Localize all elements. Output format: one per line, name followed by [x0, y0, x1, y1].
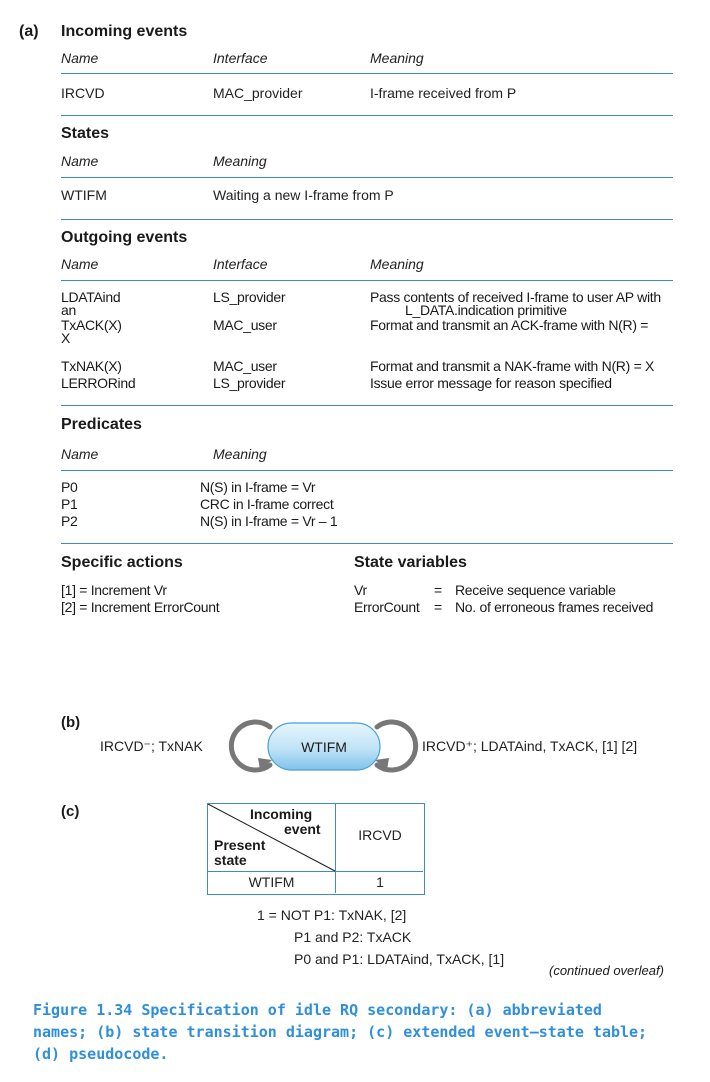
- state-variable-name: Vr: [354, 582, 367, 598]
- outgoing-row-interface: LS_provider: [213, 375, 286, 391]
- incoming-header-name: Name: [61, 50, 99, 66]
- right-loop-label: IRCVD⁺; LDATAind, TxACK, [1] [2]: [422, 738, 638, 754]
- states-header-meaning: Meaning: [213, 153, 267, 169]
- part-b-label: (b): [61, 714, 81, 731]
- corner-label-incoming: Incoming: [250, 806, 313, 822]
- outgoing-row-name: LERRORind: [61, 375, 136, 391]
- specific-action-item: [1] = Increment Vr: [61, 582, 167, 598]
- rule: [61, 115, 673, 116]
- predicate-name: P0: [61, 479, 78, 495]
- corner-label-event: event: [284, 821, 321, 837]
- states-heading: States: [61, 125, 110, 142]
- outgoing-row-name-wrap: an: [61, 302, 76, 318]
- outgoing-row-interface: MAC_user: [213, 317, 277, 333]
- state-variable-desc: Receive sequence variable: [455, 582, 616, 598]
- outgoing-row-name: TxACK(X): [61, 317, 122, 333]
- state-variable-name: ErrorCount: [354, 599, 420, 615]
- state-variable-eq: =: [434, 599, 442, 615]
- incoming-header-interface: Interface: [213, 50, 268, 66]
- state-variable-desc: No. of erroneous frames received: [455, 599, 654, 615]
- states-header-name: Name: [61, 153, 99, 169]
- predicate-meaning: N(S) in I-frame = Vr – 1: [200, 513, 338, 529]
- condition-line: 1 = NOT P1: TxNAK, [2]: [257, 907, 407, 923]
- part-a-label: (a): [19, 23, 39, 40]
- outgoing-events-heading: Outgoing events: [61, 229, 188, 246]
- predicates-heading: Predicates: [61, 416, 142, 433]
- rule: [61, 219, 673, 220]
- incoming-events-heading: Incoming events: [61, 23, 188, 40]
- left-loop-label: IRCVD⁻; TxNAK: [100, 738, 203, 754]
- state-variable-eq: =: [434, 582, 442, 598]
- outgoing-row-name: TxNAK(X): [61, 358, 122, 374]
- outgoing-row-name: LDATAind: [61, 289, 121, 305]
- predicate-name: P1: [61, 496, 78, 512]
- state-node-label: WTIFM: [301, 739, 347, 755]
- condition-line: P0 and P1: LDATAind, TxACK, [1]: [294, 951, 505, 967]
- outgoing-row-name-wrap: X: [61, 330, 71, 346]
- predicates-header-name: Name: [61, 446, 99, 462]
- corner-label-present: Present: [214, 837, 266, 853]
- rule: [61, 73, 673, 74]
- predicate-name: P2: [61, 513, 78, 529]
- part-c-label: (c): [61, 803, 80, 820]
- predicate-meaning: N(S) in I-frame = Vr: [200, 479, 316, 495]
- rule: [61, 543, 673, 544]
- figure-caption-line3: (d) pseudocode.: [33, 1045, 169, 1063]
- outgoing-row-interface: MAC_user: [213, 358, 277, 374]
- state-transition-diagram: [210, 710, 435, 780]
- outgoing-header-interface: Interface: [213, 256, 268, 272]
- event-state-table: [207, 803, 425, 895]
- outgoing-row-meaning: Issue error message for reason specified: [370, 375, 612, 391]
- state-variables-heading: State variables: [354, 554, 467, 571]
- outgoing-row-meaning: Format and transmit a NAK-frame with N(R) = X: [370, 358, 655, 374]
- outgoing-row-meaning: Format and transmit an ACK-frame with N(R) =: [370, 317, 649, 333]
- table-row-state: WTIFM: [248, 874, 295, 890]
- incoming-row-interface: MAC_provider: [213, 85, 303, 101]
- rule: [61, 470, 673, 471]
- incoming-header-meaning: Meaning: [370, 50, 424, 66]
- states-row-name: WTIFM: [61, 187, 107, 203]
- figure-caption-line1: Figure 1.34 Specification of idle RQ secondary: (a) abbreviated: [33, 1001, 602, 1019]
- outgoing-row-meaning: Pass contents of received I-frame to user AP with: [370, 289, 661, 305]
- rule: [61, 177, 673, 178]
- specific-actions-heading: Specific actions: [61, 554, 183, 571]
- rule: [61, 280, 673, 281]
- outgoing-header-name: Name: [61, 256, 99, 272]
- predicate-meaning: CRC in I-frame correct: [200, 496, 334, 512]
- rule: [61, 405, 673, 406]
- table-cell-value: 1: [376, 874, 384, 890]
- outgoing-row-meaning-wrap: L_DATA.indication primitive: [405, 302, 567, 318]
- states-row-meaning: Waiting a new I-frame from P: [213, 187, 394, 203]
- outgoing-row-interface: LS_provider: [213, 289, 286, 305]
- predicates-header-meaning: Meaning: [213, 446, 267, 462]
- outgoing-header-meaning: Meaning: [370, 256, 424, 272]
- incoming-row-name: IRCVD: [61, 85, 105, 101]
- condition-line: P1 and P2: TxACK: [294, 929, 412, 945]
- specific-action-item: [2] = Increment ErrorCount: [61, 599, 220, 615]
- incoming-row-meaning: I-frame received from P: [370, 85, 517, 101]
- corner-label-state: state: [214, 852, 247, 868]
- table-column-header: IRCVD: [358, 827, 402, 843]
- figure-caption-line2: names; (b) state transition diagram; (c) extended event–state table;: [33, 1023, 648, 1041]
- continued-note: (continued overleaf): [549, 963, 664, 978]
